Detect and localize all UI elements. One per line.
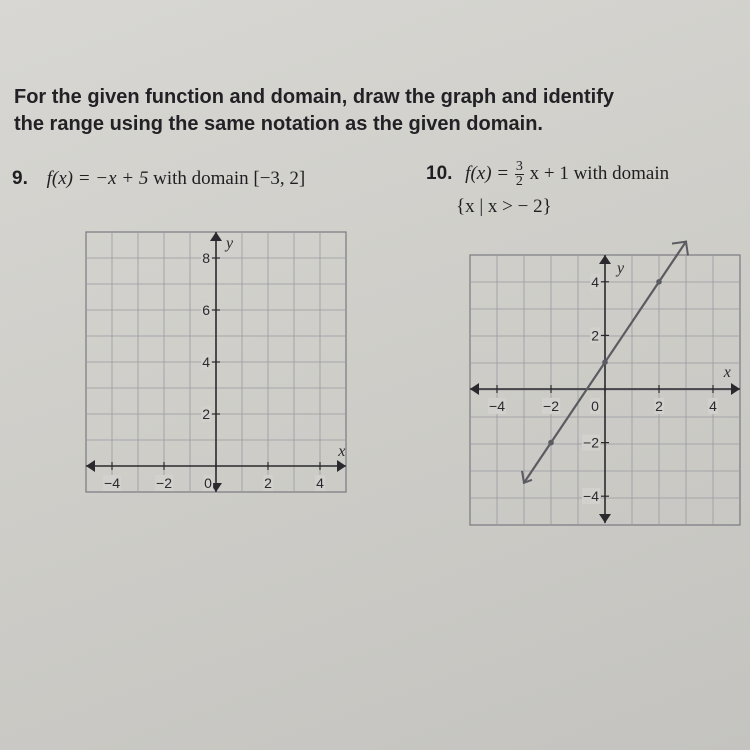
graph10-x-tick-label: 4: [709, 398, 717, 414]
graph9-y-axis-label: y: [226, 235, 234, 252]
graph10-y-tick-label: −2: [583, 434, 599, 451]
graph10-y-arrow-down: [599, 514, 611, 523]
graph9-x-tick-label: 2: [264, 475, 272, 491]
graph10-x-tick-label: −2: [543, 398, 559, 414]
graph9-y-tick-label: 8: [202, 250, 210, 266]
graph10-x-arrow-left: [470, 383, 479, 395]
problem-9-number: 9.: [12, 168, 28, 189]
graph10-y-arrow-up: [599, 255, 611, 264]
instructions: [14, 84, 714, 138]
graph-problem-9[interactable]: [86, 232, 348, 494]
graph10-plotted-point: [602, 359, 608, 365]
graph10-x-tick-label: −4: [489, 398, 505, 414]
graph10-x-arrow-right: [731, 383, 740, 395]
problem-9-domain: with domain [−3, 2]: [153, 168, 306, 189]
graph9-x-arrow-right: [337, 460, 346, 472]
graph9-y-tick-label: 4: [202, 354, 210, 370]
problem-10-domain: {x | x > − 2}: [456, 196, 552, 217]
fraction-denominator: 2: [515, 174, 523, 189]
graph-problem-10[interactable]: [470, 255, 740, 523]
graph9-x-tick-label: 0: [204, 475, 212, 491]
graph10-y-tick-label: 4: [591, 273, 599, 290]
graph10-x-axis-label: x: [723, 364, 731, 381]
graph10-x-tick-label: 0: [591, 398, 599, 414]
problem-9: [12, 168, 305, 190]
instructions-line-1: For the given function and domain, draw the graph and identify: [14, 86, 615, 108]
instructions-line-2: the range using the same notation as the given domain.: [14, 113, 543, 135]
graph10-plotted-point: [548, 440, 554, 446]
graph9-x-axis-label: x: [338, 443, 346, 460]
graph9-y-tick-label: 2: [202, 406, 210, 422]
graph9-y-tick-label: 6: [202, 302, 210, 318]
problem-9-function: f(x) = −x + 5: [46, 168, 149, 189]
graph9-x-tick-label: 4: [316, 475, 324, 491]
graph9-x-arrow-left: [86, 460, 95, 472]
graph9-x-tick-label: −4: [104, 475, 120, 491]
graph10-y-tick-label: 2: [591, 327, 599, 344]
graph10-y-tick-label: −4: [583, 488, 599, 505]
problem-10-fraction: [515, 160, 524, 189]
graph9-y-arrow-up: [210, 232, 222, 241]
graph10-y-axis-label: y: [617, 260, 625, 277]
problem-10-number: 10.: [426, 162, 453, 184]
graph9-x-tick-label: −2: [156, 475, 172, 491]
fraction-numerator: 3: [515, 159, 523, 174]
graph10-x-tick-label: 2: [655, 398, 663, 414]
problem-10-rhs: x + 1 with domain: [529, 162, 670, 184]
problem-10-lhs: f(x) =: [465, 162, 510, 184]
graph10-plotted-point: [656, 279, 662, 285]
problem-10: [426, 160, 669, 189]
